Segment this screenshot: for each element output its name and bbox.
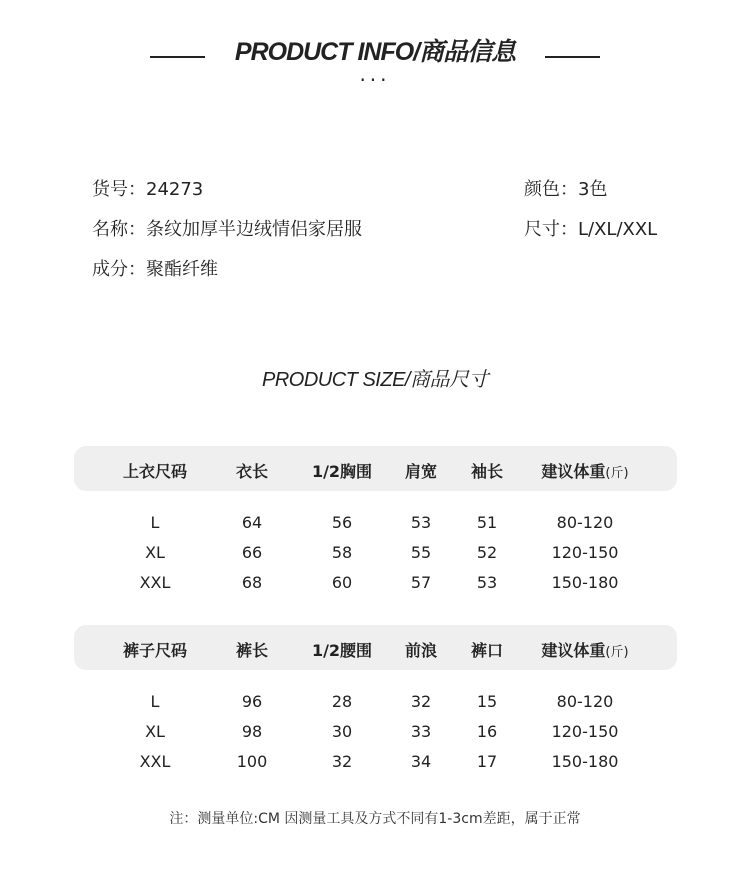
top-table-header: [74, 446, 677, 491]
pants-header-weight-label: 建议体重: [541, 641, 606, 660]
top-table-cell: 57: [410, 573, 432, 592]
info-material: 成分：聚酯纤维: [92, 259, 218, 280]
top-table-cell: 53: [410, 513, 432, 532]
top-table-cell: 150-180: [551, 573, 619, 592]
top-header-sleeve: 袖长: [470, 462, 504, 481]
measurement-note: 注：测量单位:CM 因测量工具及方式不同有1-3cm差距，属于正常: [169, 811, 581, 827]
pants-table-cell: 17: [476, 752, 498, 771]
top-header-size: 上衣尺码: [122, 462, 188, 481]
top-table-cell: 56: [331, 513, 353, 532]
page-title: PRODUCT INFO/商品信息: [234, 38, 516, 66]
pants-table-cell: 98: [241, 722, 263, 741]
pants-header-weight: [541, 638, 628, 661]
top-table-cell: 60: [331, 573, 353, 592]
pants-table-cell: 32: [331, 752, 353, 771]
pants-header-size: 裤子尺码: [122, 641, 188, 660]
pants-header-rise: 前浪: [404, 641, 438, 660]
pants-table-cell: 80-120: [556, 692, 614, 711]
pants-table-cell: 34: [410, 752, 432, 771]
pants-header-hem: 裤口: [470, 641, 504, 660]
top-table-cell: L: [150, 513, 160, 532]
top-table-cell: 120-150: [551, 543, 619, 562]
top-header-length: 衣长: [235, 462, 269, 481]
pants-table-cell: 120-150: [551, 722, 619, 741]
top-table-cell: XXL: [139, 573, 171, 592]
top-table-cell: XL: [145, 543, 165, 562]
pants-table-cell: 16: [476, 722, 498, 741]
top-table-cell: 58: [331, 543, 353, 562]
pants-table-cell: XXL: [139, 752, 171, 771]
top-header-weight: [541, 459, 628, 482]
top-table-cell: 66: [241, 543, 263, 562]
pants-table-cell: 32: [410, 692, 432, 711]
pants-table-cell: 100: [236, 752, 268, 771]
pants-table-cell: 33: [410, 722, 432, 741]
info-item-no: 货号：24273: [92, 179, 204, 200]
info-name: 名称：条纹加厚半边绒情侣家居服: [92, 219, 362, 240]
top-header-weight-label: 建议体重: [541, 462, 606, 481]
pants-table-cell: 15: [476, 692, 498, 711]
header-rule-right: [545, 56, 600, 58]
pants-header-weight-unit: (斤): [605, 645, 629, 660]
pants-table-cell: 96: [241, 692, 263, 711]
top-table-cell: 80-120: [556, 513, 614, 532]
info-color: 颜色：3色: [524, 179, 608, 200]
info-size: 尺寸：L/XL/XXL: [524, 219, 658, 240]
top-table-cell: 52: [476, 543, 498, 562]
pants-table-cell: 30: [331, 722, 353, 741]
top-table-cell: 55: [410, 543, 432, 562]
top-header-weight-unit: (斤): [605, 466, 629, 481]
top-table-cell: 64: [241, 513, 263, 532]
top-table-cell: 68: [241, 573, 263, 592]
pants-table-cell: 28: [331, 692, 353, 711]
pants-header-waist: 1/2腰围: [311, 641, 373, 660]
top-header-shoulder: 肩宽: [404, 462, 438, 481]
top-table-cell: 51: [476, 513, 498, 532]
pants-header-length: 裤长: [235, 641, 269, 660]
size-section-title: PRODUCT SIZE/商品尺寸: [262, 369, 488, 391]
pants-table-header: [74, 625, 677, 670]
pants-table-cell: 150-180: [551, 752, 619, 771]
top-table-cell: 53: [476, 573, 498, 592]
top-header-chest: 1/2胸围: [311, 462, 373, 481]
pants-table-cell: L: [150, 692, 160, 711]
pants-table-cell: XL: [145, 722, 165, 741]
header: [0, 30, 750, 70]
header-dots: ···: [359, 68, 391, 92]
